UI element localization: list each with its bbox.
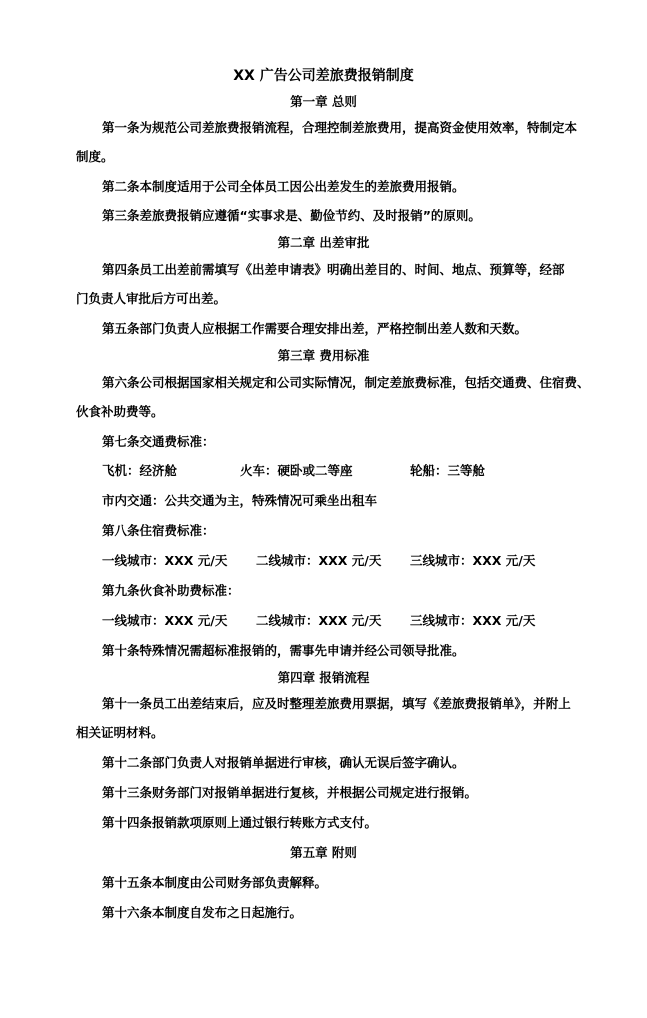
article-2: 第二条本制度适用于公司全体员工因公出差发生的差旅费用报销。 (102, 179, 465, 194)
article-12: 第十二条部门负责人对报销单据进行审核，确认无误后签字确认。 (102, 755, 465, 770)
lodging-tier-3: 三线城市：XXX 元/天 (410, 553, 536, 568)
meals-tier-2: 二线城市：XXX 元/天 (256, 613, 382, 628)
transport-city: 市内交通：公共交通为主，特殊情况可乘坐出租车 (102, 493, 378, 508)
chapter-5-heading: 第五章 附则 (290, 845, 357, 860)
article-1-line-1: 第一条为规范公司差旅费报销流程，合理控制差旅费用，提高资金使用效率，特制定本 (102, 120, 578, 135)
article-1-line-2: 制度。 (76, 149, 114, 164)
chapter-4-heading: 第四章 报销流程 (277, 670, 370, 685)
article-4-line-1: 第四条员工出差前需填写《出差申请表》明确出差目的、时间、地点、预算等，经部 (102, 262, 565, 277)
article-6-line-1: 第六条公司根据国家相关规定和公司实际情况，制定差旅费标准，包括交通费、住宿费、 (102, 375, 590, 390)
article-14: 第十四条报销款项原则上通过银行转账方式支付。 (102, 815, 378, 830)
article-8: 第八条住宿费标准： (102, 523, 215, 538)
article-4-line-2: 门负责人审批后方可出差。 (76, 291, 227, 306)
article-6-line-2: 伙食补助费等。 (76, 404, 164, 419)
article-7: 第七条交通费标准： (102, 434, 215, 449)
article-15: 第十五条本制度由公司财务部负责解释。 (102, 875, 328, 890)
article-13: 第十三条财务部门对报销单据进行复核，并根据公司规定进行报销。 (102, 785, 478, 800)
article-10: 第十条特殊情况需超标准报销的，需事先申请并经公司领导批准。 (102, 643, 465, 658)
chapter-1-heading: 第一章 总则 (290, 94, 357, 109)
article-11-line-2: 相关证明材料。 (76, 725, 164, 740)
transport-ship: 轮船：三等舱 (410, 463, 486, 478)
chapter-2-heading: 第二章 出差审批 (277, 235, 370, 250)
chapter-3-heading: 第三章 费用标准 (277, 348, 370, 363)
transport-train: 火车：硬卧或二等座 (240, 463, 353, 478)
transport-plane: 飞机：经济舱 (102, 463, 178, 478)
meals-tier-3: 三线城市：XXX 元/天 (410, 613, 536, 628)
article-3: 第三条差旅费报销应遵循“实事求是、勤俭节约、及时报销”的原则。 (102, 208, 481, 223)
article-16: 第十六条本制度自发布之日起施行。 (102, 905, 303, 920)
document-title: XX 广告公司差旅费报销制度 (233, 68, 414, 84)
article-11-line-1: 第十一条员工出差结束后，应及时整理差旅费用票据，填写《差旅费报销单》，并附上 (102, 696, 571, 711)
lodging-tier-2: 二线城市：XXX 元/天 (256, 553, 382, 568)
article-9: 第九条伙食补助费标准： (102, 583, 240, 598)
lodging-tier-1: 一线城市：XXX 元/天 (102, 553, 228, 568)
article-5: 第五条部门负责人应根据工作需要合理安排出差，严格控制出差人数和天数。 (102, 321, 528, 336)
meals-tier-1: 一线城市：XXX 元/天 (102, 613, 228, 628)
